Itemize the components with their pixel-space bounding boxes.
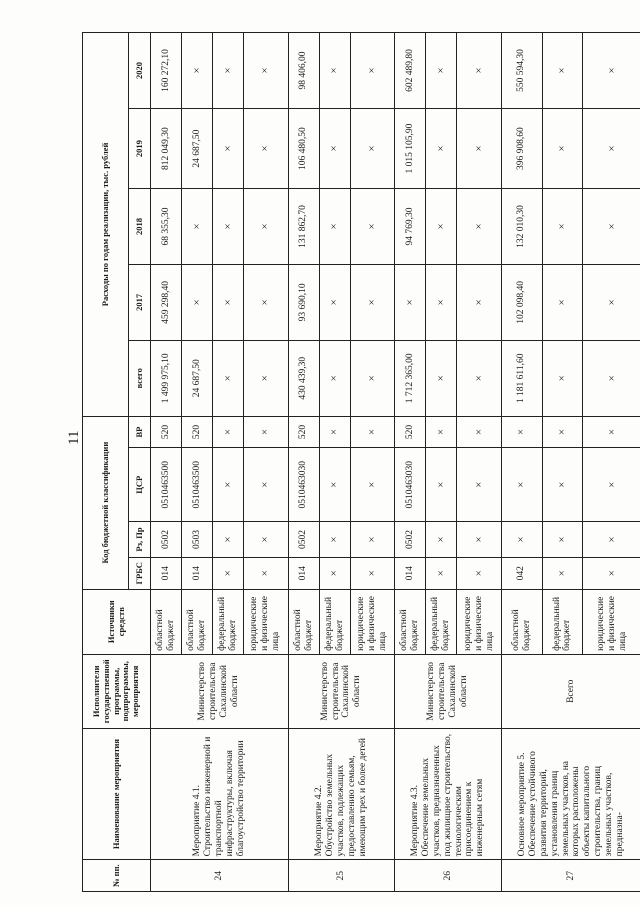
row-source: федеральный бюджет [426,589,457,654]
cell-rzpr: × [244,522,289,558]
row-source: юридические и физические лица [583,589,640,654]
header-no: № пп. [83,860,151,892]
row-source: федеральный бюджет [319,589,350,654]
header-csr: ЦСР [129,448,151,522]
cell-grbs: × [244,557,289,589]
cell-2020: × [213,33,244,109]
cell-2020: 602 489,80 [395,33,426,109]
header-total: всего [129,340,151,416]
row-number: 25 [288,860,395,892]
cell-2020: 160 272,10 [151,33,182,109]
cell-2020: × [542,33,583,109]
cell-csr: 0510463500 [182,448,213,522]
cell-2020: × [182,33,213,109]
cell-rzpr: 0502 [151,522,182,558]
cell-2017: × [182,264,213,340]
cell-total: 1 712 365,00 [395,340,426,416]
expenses-table [82,32,640,892]
cell-2018: 131 862,70 [288,189,319,265]
cell-2017: × [395,264,426,340]
cell-csr: × [350,448,395,522]
cell-2017: × [426,264,457,340]
table-row [288,33,319,892]
row-source: федеральный бюджет [542,589,583,654]
cell-2017: × [213,264,244,340]
cell-2018: × [182,189,213,265]
cell-vr: × [457,416,502,448]
cell-2017: × [457,264,502,340]
table-row [501,33,542,892]
cell-grbs: × [583,557,640,589]
cell-rzpr: 0503 [182,522,213,558]
cell-2019: 24 687,50 [182,109,213,189]
row-name: Мероприятие 4.2. Обустройство земельных участков, подлежащих предоставлению семьям, имеющим трех и более детей [288,728,395,860]
cell-2019: × [583,109,640,189]
cell-total: 430 439,30 [288,340,319,416]
header-vr: ВР [129,416,151,448]
row-number: 24 [151,860,289,892]
cell-total: 24 687,50 [182,340,213,416]
cell-2020: 98 406,00 [288,33,319,109]
cell-grbs: 014 [182,557,213,589]
cell-rzpr: × [350,522,395,558]
cell-2018: × [583,189,640,265]
row-name: Мероприятие 4.1. Строительство инженерной и транспортной инфраструктуры, включая благоустройство территории [151,728,289,860]
cell-2017: × [542,264,583,340]
row-source: юридические и физические лица [350,589,395,654]
cell-grbs: × [457,557,502,589]
cell-2017: 93 690,10 [288,264,319,340]
cell-csr: × [319,448,350,522]
rotated-table-wrapper [82,32,640,892]
row-name: Мероприятие 4.3. Обеспечение земельных участков, предназначенных под жилищное строительство, технологическим присоединением к инженерным сетям [395,728,502,860]
cell-rzpr: × [583,522,640,558]
cell-2019: × [542,109,583,189]
cell-rzpr: × [457,522,502,558]
cell-grbs: × [426,557,457,589]
header-expenses: Расходы по годам реализации, тыс. рублей [83,33,129,417]
row-executor: Министерство строительства Сахалинской области [151,654,289,728]
cell-total: × [213,340,244,416]
row-source: юридические и физические лица [457,589,502,654]
cell-grbs: × [319,557,350,589]
row-executor: Министерство строительства Сахалинской области [395,654,502,728]
cell-2020: × [244,33,289,109]
cell-2019: × [457,109,502,189]
cell-grbs: × [350,557,395,589]
cell-2019: 106 480,50 [288,109,319,189]
cell-vr: × [583,416,640,448]
cell-vr: × [426,416,457,448]
cell-grbs: × [542,557,583,589]
cell-vr: × [350,416,395,448]
cell-grbs: 014 [151,557,182,589]
cell-rzpr: × [213,522,244,558]
row-executor: Министерство строительства Сахалинской области [288,654,395,728]
cell-2019: × [213,109,244,189]
cell-vr: 520 [151,416,182,448]
cell-2018: 94 769,30 [395,189,426,265]
row-source: областной бюджет [288,589,319,654]
row-source: федеральный бюджет [213,589,244,654]
cell-total: × [583,340,640,416]
cell-2020: × [426,33,457,109]
row-source: областной бюджет [182,589,213,654]
header-2019: 2019 [129,109,151,189]
cell-2017: × [319,264,350,340]
cell-2018: × [319,189,350,265]
cell-2019: × [244,109,289,189]
cell-csr: × [213,448,244,522]
cell-vr: 520 [288,416,319,448]
cell-2019: 1 015 105,90 [395,109,426,189]
cell-2018: × [457,189,502,265]
header-grbs: ГРБС [129,557,151,589]
cell-grbs: × [213,557,244,589]
cell-total: 1 181 611,60 [501,340,542,416]
cell-total: × [319,340,350,416]
page-number: 11 [66,430,82,445]
cell-rzpr: × [501,522,542,558]
row-name: Основное мероприятие 5. Обеспечение устойчивого развития территорий, установления границ земельных участков, на которых расположены объекты капитального строительства, границ земельных участков, предназна- [501,728,640,860]
cell-grbs: 014 [288,557,319,589]
cell-rzpr: × [319,522,350,558]
cell-2018: × [542,189,583,265]
header-2017: 2017 [129,264,151,340]
cell-csr: × [244,448,289,522]
cell-vr: × [244,416,289,448]
cell-csr: 0510463030 [395,448,426,522]
cell-vr: × [501,416,542,448]
cell-2017: × [244,264,289,340]
cell-total: 1 499 975,10 [151,340,182,416]
cell-2018: × [244,189,289,265]
cell-rzpr: × [426,522,457,558]
cell-rzpr: × [542,522,583,558]
cell-2018: 132 010,30 [501,189,542,265]
cell-2017: × [350,264,395,340]
cell-2020: × [583,33,640,109]
cell-total: × [244,340,289,416]
cell-2020: 550 594,30 [501,33,542,109]
header-sources: Источники средств [83,589,151,654]
header-name: Наименование мероприятия [83,728,151,860]
cell-2017: 459 298,40 [151,264,182,340]
cell-2020: × [319,33,350,109]
row-source: областной бюджет [501,589,542,654]
cell-2018: 68 355,30 [151,189,182,265]
cell-vr: × [213,416,244,448]
cell-vr: × [319,416,350,448]
cell-2018: × [213,189,244,265]
cell-vr: 520 [182,416,213,448]
cell-total: × [426,340,457,416]
cell-total: × [457,340,502,416]
cell-csr: 0510463030 [288,448,319,522]
header-rzpr: Рз, Пр [129,522,151,558]
cell-2019: × [350,109,395,189]
cell-grbs: 042 [501,557,542,589]
cell-2019: × [426,109,457,189]
row-source: областной бюджет [395,589,426,654]
cell-csr: × [426,448,457,522]
row-source: юридические и физические лица [244,589,289,654]
cell-2019: 812 049,30 [151,109,182,189]
row-executor: Всего [501,654,640,728]
cell-rzpr: 0502 [288,522,319,558]
cell-2020: × [457,33,502,109]
cell-rzpr: 0502 [395,522,426,558]
cell-2019: × [319,109,350,189]
cell-2017: 102 098,40 [501,264,542,340]
cell-total: × [542,340,583,416]
row-number: 27 [501,860,640,892]
table-row [395,33,426,892]
cell-csr: × [583,448,640,522]
table-row [151,33,182,892]
header-budget-codes: Код бюджетной классификации [83,416,129,589]
cell-csr: × [501,448,542,522]
cell-2018: × [426,189,457,265]
cell-grbs: 014 [395,557,426,589]
row-source: областной бюджет [151,589,182,654]
cell-2020: × [350,33,395,109]
cell-csr: × [457,448,502,522]
header-executors: Исполнители государственной программы, подпрограммы, мероприятия [83,654,151,728]
cell-2019: 396 908,60 [501,109,542,189]
cell-total: × [350,340,395,416]
row-number: 26 [395,860,502,892]
cell-csr: × [542,448,583,522]
cell-csr: 0510463500 [151,448,182,522]
cell-vr: 520 [395,416,426,448]
cell-2018: × [350,189,395,265]
header-2018: 2018 [129,189,151,265]
cell-2017: × [583,264,640,340]
cell-vr: × [542,416,583,448]
header-2020: 2020 [129,33,151,109]
